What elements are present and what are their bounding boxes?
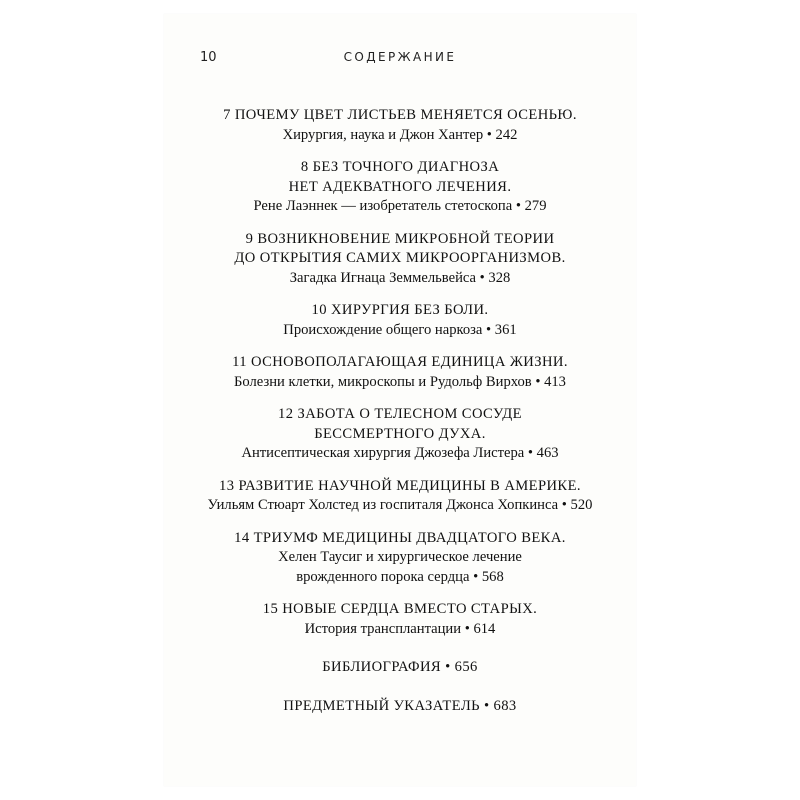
toc-entry-index bbox=[164, 697, 636, 717]
toc-entry-chapter-12 bbox=[164, 405, 636, 464]
chapter-title: БЕССМЕРТНОГО ДУХА. bbox=[314, 425, 486, 442]
chapter-subtitle: Антисептическая хирургия Джозефа Листера • 463 bbox=[241, 445, 559, 461]
chapter-title: 12 ЗАБОТА О ТЕЛЕСНОМ СОСУДЕ bbox=[278, 406, 522, 422]
chapter-subtitle: Хирургия, наука и Джон Хантер • 242 bbox=[282, 126, 518, 143]
chapter-title: 10 ХИРУРГИЯ БЕЗ БОЛИ. bbox=[311, 302, 489, 318]
back-matter-label: ПРЕДМЕТНЫЙ УКАЗАТЕЛЬ • 683 bbox=[283, 697, 517, 714]
toc-entry-chapter-9 bbox=[164, 230, 636, 289]
chapter-subtitle: Рене Лаэннек — изобретатель стетоскопа • 279 bbox=[253, 198, 547, 214]
chapter-subtitle: Загадка Игнаца Земмельвейса • 328 bbox=[289, 269, 511, 286]
chapter-title: 11 ОСНОВОПОЛАГАЮЩАЯ ЕДИНИЦА ЖИЗНИ. bbox=[232, 354, 568, 370]
chapter-subtitle: врожденного порока сердца • 568 bbox=[296, 568, 504, 585]
running-head: СОДЕРЖАНИЕ bbox=[343, 50, 457, 64]
book-page bbox=[164, 14, 636, 786]
chapter-title: 13 РАЗВИТИЕ НАУЧНОЙ МЕДИЦИНЫ В АМЕРИКЕ. bbox=[219, 477, 581, 494]
toc-entry-chapter-14 bbox=[164, 529, 636, 588]
toc-entry-bibliography bbox=[164, 658, 636, 678]
chapter-subtitle: Хелен Таусиг и хирургическое лечение bbox=[278, 549, 522, 565]
chapter-subtitle: Болезни клетки, микроскопы и Рудольф Вирхов • 413 bbox=[234, 373, 566, 390]
chapter-title: 8 БЕЗ ТОЧНОГО ДИАГНОЗА bbox=[300, 159, 500, 175]
toc-entry-chapter-7 bbox=[164, 106, 636, 145]
chapter-title: НЕТ АДЕКВАТНОГО ЛЕЧЕНИЯ. bbox=[288, 178, 512, 195]
table-of-contents bbox=[164, 106, 636, 716]
toc-entry-chapter-15 bbox=[164, 600, 636, 639]
toc-entry-chapter-8 bbox=[164, 158, 636, 217]
back-matter-label: БИБЛИОГРАФИЯ • 656 bbox=[322, 659, 478, 675]
chapter-title: 9 ВОЗНИКНОВЕНИЕ МИКРОБНОЙ ТЕОРИИ bbox=[245, 230, 555, 247]
toc-entry-chapter-10 bbox=[164, 301, 636, 340]
chapter-subtitle: Происхождение общего наркоза • 361 bbox=[283, 321, 517, 338]
toc-entry-chapter-13 bbox=[164, 477, 636, 516]
page-number: 10 bbox=[200, 50, 217, 65]
chapter-title: ДО ОТКРЫТИЯ САМИХ МИКРООРГАНИЗМОВ. bbox=[234, 250, 566, 266]
toc-entry-chapter-11 bbox=[164, 353, 636, 392]
chapter-title: 7 ПОЧЕМУ ЦВЕТ ЛИСТЬЕВ МЕНЯЕТСЯ ОСЕНЬЮ. bbox=[223, 107, 577, 123]
chapter-subtitle: История трансплантации • 614 bbox=[304, 620, 496, 637]
chapter-title: 14 ТРИУМФ МЕДИЦИНЫ ДВАДЦАТОГО ВЕКА. bbox=[234, 529, 566, 546]
chapter-title: 15 НОВЫЕ СЕРДЦА ВМЕСТО СТАРЫХ. bbox=[262, 601, 538, 617]
chapter-subtitle: Уильям Стюарт Холстед из госпиталя Джонса Хопкинса • 520 bbox=[207, 497, 593, 513]
